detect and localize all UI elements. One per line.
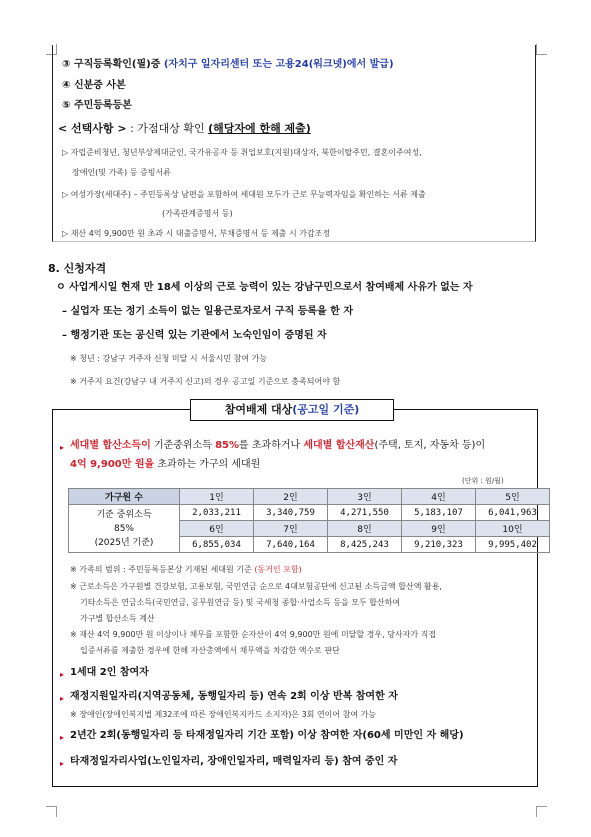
text-span: 85% [215,440,240,451]
required-documents-box [52,45,536,242]
median-income-table [68,488,550,553]
table-cell: 4,271,550 [328,505,402,521]
qualification-sub-2: – 행정기관 또는 공신력 있는 기관에서 노숙인임이 증명된 자 [62,330,327,341]
unit-label: (단위 : 원/월) [462,477,504,485]
col-head: 3인 [328,489,402,505]
household-size-header: 가구원 수 [69,489,180,505]
qualification-sub-1: – 실업자 또는 정기 소득이 없는 일용근로자로서 구직 등록을 한 자 [62,306,353,317]
col-head: 8인 [328,521,402,537]
text-span: 를 초과하거나 [239,440,304,451]
col-head: 10인 [476,521,550,537]
table-cell: 9,995,402 [476,537,550,553]
asset-note-line-1: ※ 재산 4억 9,900만 원 이상이나 채무를 포함한 순자산이 4억 9,900만 원에 미달할 경우, 당사자가 직접 [70,630,437,639]
qualification-note-1: ※ 청년 : 강남구 거주자 신청 미달 시 서울시민 참여 가능 [70,354,268,363]
table-cell: 9,210,323 [402,537,476,553]
text-span: (동거인 포함) [254,565,302,574]
table-cell: 2,033,211 [180,505,254,521]
optional-line-3: ▷ 여성가장(세대주) – 주민등록상 남편을 포함하여 세대원 모두가 근로 무능력자임을 확인하는 서류 제출 [62,190,426,199]
row-label-line: (2025년 기준) [94,537,154,548]
exclusion-item-2: 1세대 2인 참여자 [70,667,149,678]
optional-heading: < 선택사항 > [58,122,127,135]
text-span: 기준중위소득 [150,440,216,451]
text-span: ※ 가족의 범위 : 주민등록등본상 기재된 세대원 기준 [70,565,255,574]
col-head: 7인 [254,521,328,537]
qualification-main: ㅇ 사업게시일 현재 만 18세 이상의 근로 능력이 있는 강남구민으로서 참여배제 사유가 없는 자 [56,282,473,293]
doc-item-3-note: (자치구 일자리센터 또는 고용24(워크넷)에서 발급) [163,59,394,70]
income-note-line-3: 가구별 합산소득 계산 [80,614,155,623]
crop-mark-bottom-left [46,806,57,817]
bullet-icon: ▸ [60,443,65,452]
exclusion-item-4: 2년간 2회(동행일자리 등 타재정일자리 기간 포함) 이상 참여한 자(60세 미만인 자 해당) [70,730,464,741]
asset-note-line-2: 입증서류를 제출한 경우에 한해 자산총액에서 채무액을 차감한 액수로 판단 [80,646,340,655]
crop-mark-top-right [536,44,547,55]
optional-line-5: ▷ 재산 4억 9,900만 원 초과 시 대출증명서, 부채증명서 등 제출 시 가감조정 [62,229,331,238]
exclusion-item-5: 타재정일자리사업(노인일자리, 장애인일자리, 매력일자리 등) 참여 중인 자 [70,756,398,767]
col-head: 9인 [402,521,476,537]
exclusion-title-prefix: 참여배제 대상 [224,403,293,416]
family-range-note [70,563,302,577]
col-head: 5인 [476,489,550,505]
median-income-row-label [69,505,180,553]
optional-line-4: (가족관계증명서 등) [162,209,233,218]
table-cell: 7,640,164 [254,537,328,553]
exclusion-item-3: 재정지원일자리(지역공동체, 동행일자리 등) 연속 2회 이상 반복 참여한 자 [70,691,398,702]
exclusion-item-1-line-1 [70,439,485,453]
row-label-line: 기준 중위소득 [96,509,152,520]
optional-heading-line [58,122,311,136]
text-span: (주택, 토지, 자동차 등)이 [374,440,486,451]
exclusion-title-suffix: (공고일 기준) [292,403,360,416]
text-span: 세대별 합산재산 [303,440,375,451]
col-head: 4인 [402,489,476,505]
crop-mark-bottom-right [536,806,547,817]
bullet-icon: ▸ [60,733,65,742]
exclusion-item-3-note: ※ 장애인(장애인복지법 제32조에 따른 장애인복지카드 소지자)은 3회 연이어 참여 가능 [70,710,377,719]
doc-item-3 [62,58,394,72]
text-span: 4억 9,900만 원을 [70,459,155,470]
doc-item-4: ④ 신분증 사본 [62,80,126,91]
income-note-line-1: ※ 근로소득은 가구원별 건강보험, 고용보험, 국민연금 순으로 4대보험공단에 신고된 소득금액 합산액 활용, [70,582,442,591]
table-cell: 8,425,243 [328,537,402,553]
doc-item-3-label: ③ 구직등록확인(필)증 [62,59,161,70]
optional-note: (해당자에 한해 제출) [208,122,311,135]
table-cell: 5,183,107 [402,505,476,521]
optional-line-2: 장애인(및 가족) 등 증빙서류 [72,168,171,177]
col-head: 2인 [254,489,328,505]
section-8-title: 8. 신청자격 [48,262,107,275]
exclusion-item-1-line-2 [70,458,260,472]
col-head: 1인 [180,489,254,505]
col-head: 6인 [180,521,254,537]
optional-line-1: ▷ 자립준비청년, 청년부상제대군인, 국가유공자 등 취업보호(지원)대상자, 북한이탈주민, 결혼이주여성, [62,148,422,157]
table-cell: 3,340,759 [254,505,328,521]
income-note-line-2: 기타소득은 연금소득(국민연금, 공무원연금 등) 및 국세청 종합·사업소득 등을 모두 합산하여 [80,598,401,607]
text-span: 세대별 합산소득이 [70,440,151,451]
table-cell: 6,855,034 [180,537,254,553]
qualification-note-2: ※ 거주지 요건(강남구 내 거주지 신고)의 경우 공고일 기준으로 충족되어야 함 [70,377,341,386]
bullet-icon: ▸ [60,670,65,679]
doc-item-5: ⑤ 주민등록등본 [62,100,132,111]
exclusion-title [190,399,394,421]
bullet-icon: ▸ [60,759,65,768]
table-cell: 6,041,963 [476,505,550,521]
optional-colon: : 가점대상 확인 [130,122,205,135]
row-label-line: 85% [113,523,134,534]
text-span: 초과하는 가구의 세대원 [154,459,261,470]
bullet-icon: ▸ [60,694,65,703]
